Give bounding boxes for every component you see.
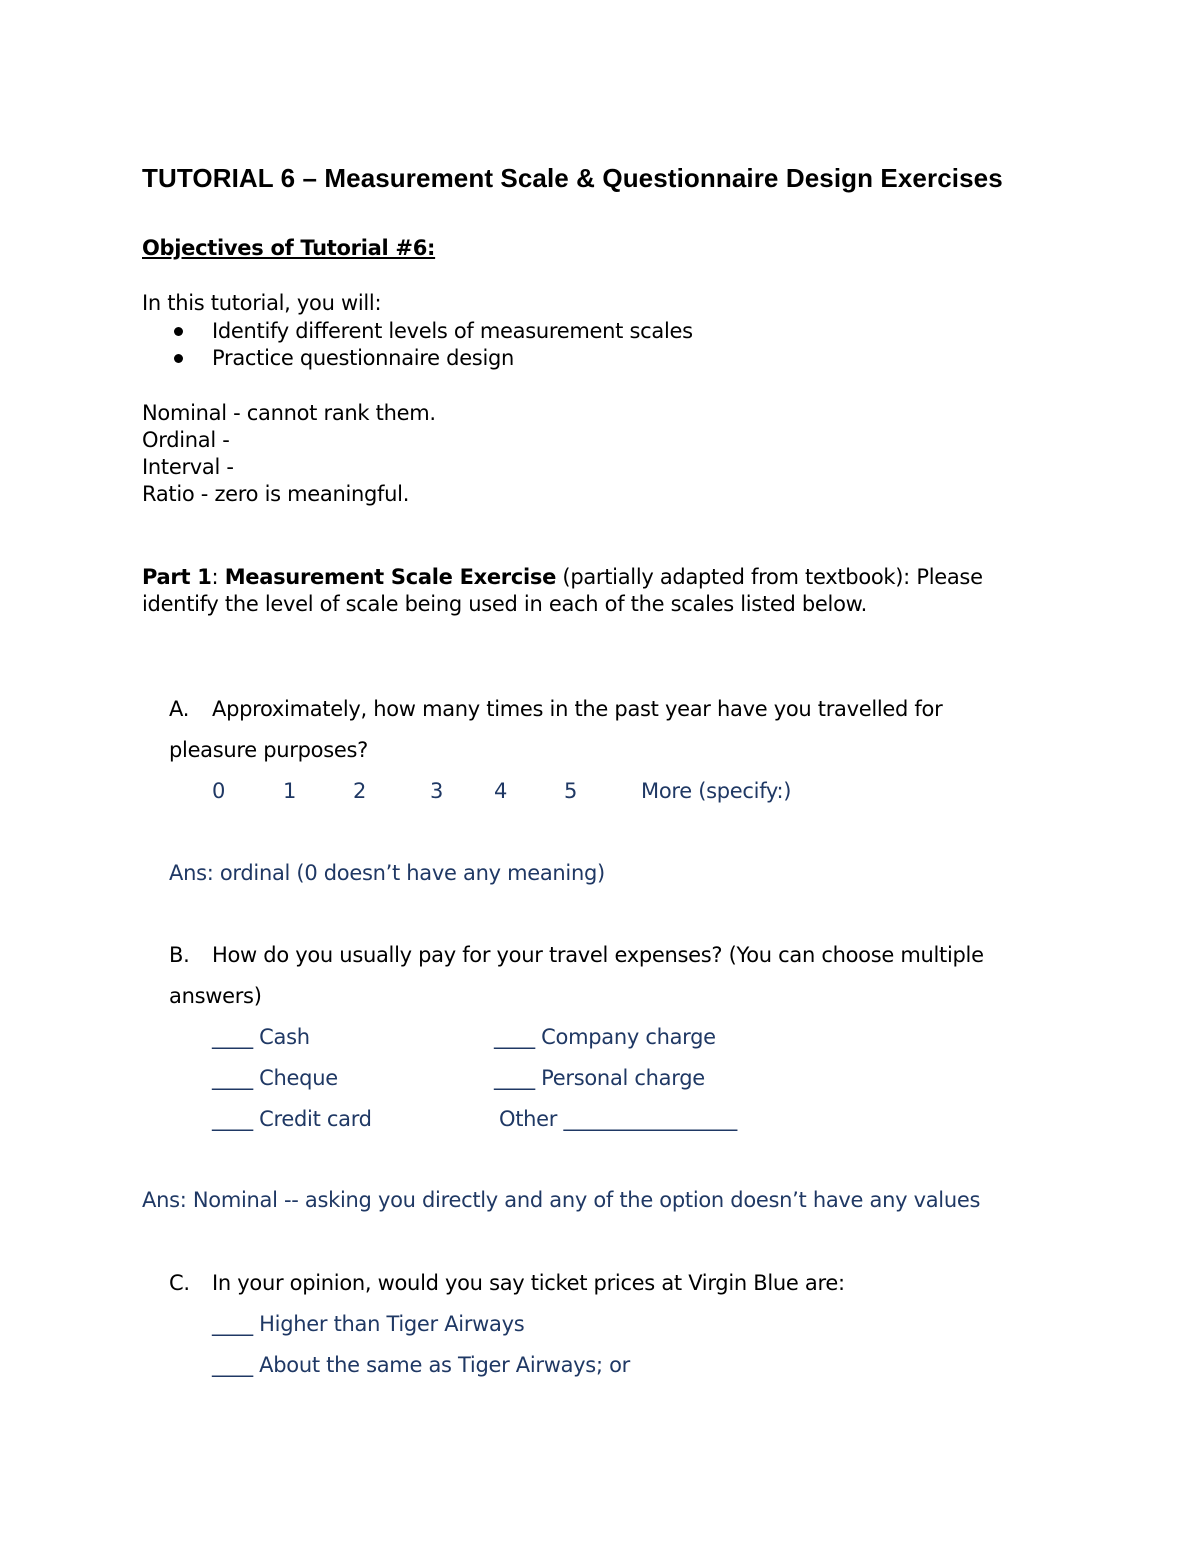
option-c-higher: ____ Higher than Tiger Airways: [212, 1312, 525, 1336]
list-item: [170, 345, 693, 372]
bullet-icon: [174, 327, 183, 336]
part1-colon: :: [211, 565, 225, 589]
answer-a: Ans: ordinal (0 doesn’t have any meaning): [169, 861, 605, 885]
part1-label: Part 1: [142, 565, 212, 589]
option-a-0: 0: [212, 779, 226, 803]
option-a-1: 1: [283, 779, 297, 803]
option-a-5: 5: [564, 779, 578, 803]
option-a-4: 4: [494, 779, 508, 803]
option-b-personal-charge: ____ Personal charge: [494, 1066, 705, 1090]
objectives-list: [170, 318, 693, 372]
page-title: TUTORIAL 6 – Measurement Scale & Questionnaire Design Exercises: [142, 163, 1003, 193]
list-item-text: Practice questionnaire design: [212, 346, 515, 370]
option-c-same: ____ About the same as Tiger Airways; or: [212, 1353, 630, 1377]
question-c-line1: In your opinion, would you say ticket prices at Virgin Blue are:: [212, 1271, 845, 1295]
option-b-credit-card: ____ Credit card: [212, 1107, 372, 1131]
list-item-text: Identify different levels of measurement scales: [212, 319, 693, 343]
option-a-2: 2: [353, 779, 367, 803]
scale-ordinal: Ordinal -: [142, 428, 230, 452]
scale-definitions: [142, 400, 436, 508]
answer-b: Ans: Nominal -- asking you directly and any of the option doesn’t have any values: [142, 1188, 981, 1212]
question-a-letter: A.: [169, 697, 190, 721]
objectives-heading: Objectives of Tutorial #6:: [142, 236, 436, 260]
part1-instructions: [142, 564, 1012, 618]
part1-heading: Measurement Scale Exercise: [224, 565, 557, 589]
option-b-other: Other _________________: [499, 1107, 737, 1131]
question-b-letter: B.: [169, 943, 190, 967]
bullet-icon: [174, 354, 183, 363]
question-a-line2: pleasure purposes?: [169, 738, 368, 762]
intro-text: In this tutorial, you will:: [142, 291, 382, 315]
option-b-cash: ____ Cash: [212, 1025, 310, 1049]
option-a-3: 3: [430, 779, 444, 803]
option-b-cheque: ____ Cheque: [212, 1066, 338, 1090]
list-item: [170, 318, 693, 345]
scale-interval: Interval -: [142, 455, 234, 479]
option-b-company-charge: ____ Company charge: [494, 1025, 716, 1049]
question-c-letter: C.: [169, 1271, 190, 1295]
scale-nominal: Nominal - cannot rank them.: [142, 401, 436, 425]
part1-rest: (partially adapted from textbook): Please identify the level of scale being used in each of the scales listed below.: [142, 565, 983, 616]
question-b-line2: answers): [169, 984, 262, 1008]
option-a-more: More (specify:): [641, 779, 792, 803]
question-b-line1: How do you usually pay for your travel expenses? (You can choose multiple: [212, 943, 984, 967]
scale-ratio: Ratio - zero is meaningful.: [142, 482, 410, 506]
question-a-line1: Approximately, how many times in the past year have you travelled for: [212, 697, 943, 721]
